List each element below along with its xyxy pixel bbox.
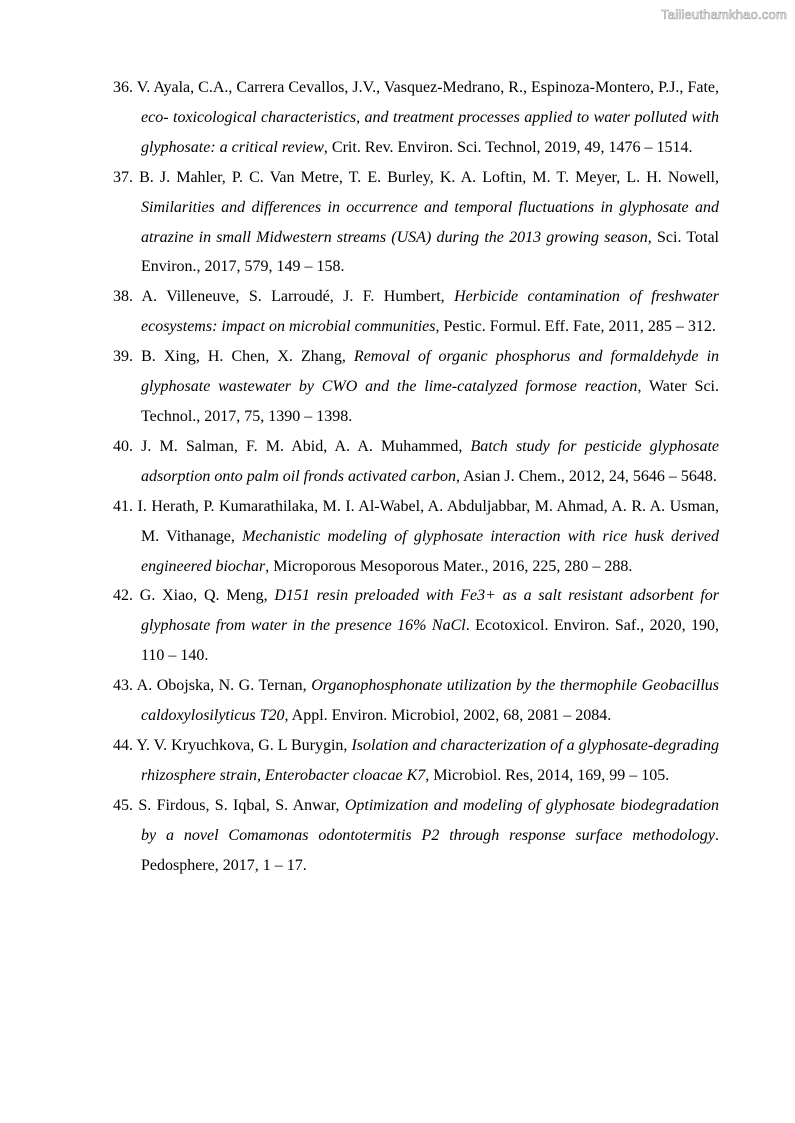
reference-item-37 — [113, 163, 719, 283]
reference-authors: I. Herath, P. Kumarathilaka, M. I. Al-Wabel, A. Abduljabbar, M. Ahmad, A. R. A. Usman, M. Vithanage, — [137, 497, 720, 545]
reference-item-41 — [113, 492, 719, 582]
reference-list — [113, 73, 719, 880]
reference-source: . Ecotoxicol. Environ. Saf., 2020, 190, 110 – 140. — [141, 617, 720, 665]
reference-number: 37. — [113, 168, 133, 186]
reference-number: 40. — [113, 437, 133, 455]
reference-number: 45. — [113, 796, 133, 814]
reference-source: , Microporous Mesoporous Mater., 2016, 225, 280 – 288. — [265, 557, 633, 575]
reference-authors: G. Xiao, Q. Meng, — [139, 587, 268, 605]
reference-source: , Pestic. Formul. Eff. Fate, 2011, 285 – 312. — [435, 318, 716, 336]
reference-title: Batch study for pesticide glyphosate adsorption onto palm oil fronds activated carbon — [141, 437, 719, 485]
reference-authors: J. M. Salman, F. M. Abid, A. A. Muhammed, — [141, 437, 463, 455]
reference-authors: S. Firdous, S. Iqbal, S. Anwar, — [138, 796, 340, 814]
reference-authors: B. J. Mahler, P. C. Van Metre, T. E. Burley, K. A. Loftin, M. T. Meyer, L. H. Nowell, — [139, 168, 719, 186]
reference-title: D151 resin preloaded with Fe3+ as a salt resistant adsorbent for glyphosate from water in the presence 16% NaCl — [141, 587, 719, 635]
reference-number: 38. — [113, 288, 133, 306]
reference-title: Herbicide contamination of freshwater ecosystems: impact on microbial communities — [141, 288, 720, 336]
reference-title: Organophosphonate utilization by the thermophile Geobacillus caldoxylosilyticus T20 — [141, 677, 720, 725]
reference-number: 44. — [113, 736, 133, 754]
reference-number: 39. — [113, 348, 133, 366]
reference-item-45 — [113, 791, 719, 881]
reference-number: 42. — [113, 587, 133, 605]
reference-title: Isolation and characterization of a glyphosate-degrading rhizosphere strain, Enterobacter cloacae K7 — [141, 736, 719, 784]
reference-source: , Sci. Total Environ., 2017, 579, 149 – 158. — [141, 228, 719, 276]
reference-title: eco- toxicological characteristics, and treatment processes applied to water polluted with glyphosate: a critical review — [141, 108, 719, 156]
reference-source: , Water Sci. Technol., 2017, 75, 1390 – 1398. — [141, 378, 719, 425]
reference-item-38 — [113, 282, 719, 342]
reference-authors: V. Ayala, C.A., Carrera Cevallos, J.V., Vasquez-Medrano, R., Espinoza-Montero, P.J., Fate, — [136, 79, 720, 96]
reference-title: Optimization and modeling of glyphosate biodegradation by a novel Comamonas odontotermitis P2 through response surface methodology — [141, 796, 720, 844]
reference-authors: A. Obojska, N. G. Ternan, — [136, 677, 307, 695]
reference-item-42 — [113, 581, 719, 671]
reference-source: , Asian J. Chem., 2012, 24, 5646 – 5648. — [455, 467, 717, 485]
reference-authors: B. Xing, H. Chen, X. Zhang, — [141, 348, 346, 366]
reference-source: , Appl. Environ. Microbiol, 2002, 68, 2081 – 2084. — [284, 707, 612, 725]
reference-item-40 — [113, 432, 719, 492]
reference-number: 36. — [113, 79, 133, 96]
reference-source: , Crit. Rev. Environ. Sci. Technol, 2019, 49, 1476 – 1514. — [323, 138, 693, 156]
reference-source: , Microbiol. Res, 2014, 169, 99 – 105. — [425, 766, 670, 784]
reference-item-36 — [113, 73, 719, 163]
reference-title: Mechanistic modeling of glyphosate interaction with rice husk derived engineered biochar — [141, 527, 719, 575]
reference-item-43 — [113, 671, 719, 731]
reference-title: Removal of organic phosphorus and formaldehyde in glyphosate wastewater by CWO and the lime-catalyzed formose reaction — [141, 348, 720, 396]
reference-number: 43. — [113, 677, 133, 695]
reference-authors: Y. V. Kryuchkova, G. L Burygin, — [136, 736, 348, 754]
reference-item-44 — [113, 731, 719, 791]
reference-authors: A. Villeneuve, S. Larroudé, J. F. Humbert, — [141, 288, 445, 306]
reference-title: Similarities and differences in occurrence and temporal fluctuations in glyphosate and atrazine in small Midwestern streams (USA) during the 2013 growing season — [141, 198, 719, 246]
reference-source: . Pedosphere, 2017, 1 – 17. — [141, 826, 719, 874]
watermark-text: Tailieuthamkhao.com — [661, 7, 787, 22]
reference-number: 41. — [113, 497, 133, 515]
reference-item-39 — [113, 342, 719, 432]
